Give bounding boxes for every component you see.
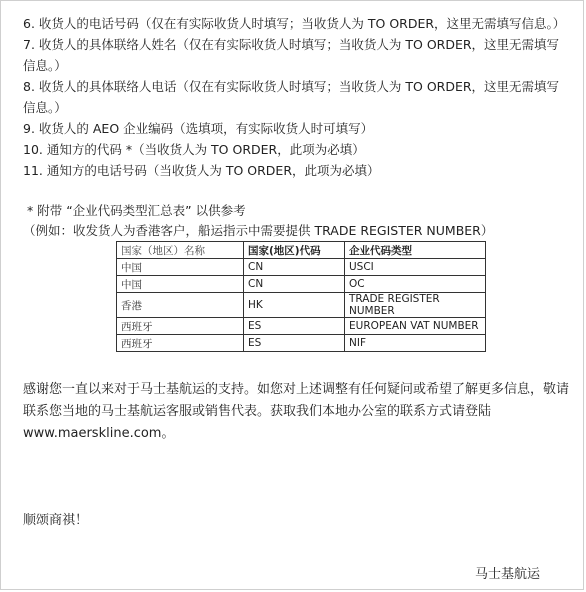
table-row — [117, 276, 486, 293]
cell-region-code: CN — [244, 259, 345, 276]
cell-region-code: HK — [244, 293, 345, 318]
cell-code-type: NIF — [345, 335, 486, 352]
list-item: 11. 通知方的电话号码（当收货人为 TO ORDER，此项为必填） — [23, 163, 380, 178]
closing-greeting: 顺颂商祺！ — [23, 513, 89, 528]
cell-region-name: 中国 — [117, 259, 244, 276]
thanks-paragraph: 感谢您一直以来对于马士基航运的支持。如您对上述调整有任何疑问或希望了解更多信息，敬请联系您当地的马士基航运客服或销售代表。获取我们本地办公室的联系方式请登陆 www.maerskline.com。 — [23, 382, 570, 441]
header-region-name: 国家（地区）名称 — [117, 242, 244, 259]
list-item: 9. 收货人的 AEO 企业编码（选填项，有实际收货人时可填写） — [23, 121, 374, 136]
cell-region-code: CN — [244, 276, 345, 293]
list-item: 7. 收货人的具体联络人姓名（仅在有实际收货人时填写；当收货人为 TO ORDER，这里无需填写信息。） — [23, 37, 560, 73]
cell-code-type: TRADE REGISTER NUMBER — [345, 293, 486, 318]
cell-code-type: USCI — [345, 259, 486, 276]
header-region-code: 国家(地区)代码 — [244, 242, 345, 259]
cell-region-name: 西班牙 — [117, 318, 244, 335]
cell-region-name: 西班牙 — [117, 335, 244, 352]
cell-code-type: EUROPEAN VAT NUMBER — [345, 318, 486, 335]
company-code-table — [116, 241, 486, 352]
note-line-1: * 附带 “企业代码类型汇总表” 以供参考 — [27, 203, 246, 218]
list-item: 8. 收货人的具体联络人电话（仅在有实际收货人时填写；当收货人为 TO ORDER，这里无需填写信息。） — [23, 79, 560, 115]
table-row — [117, 259, 486, 276]
table-header-row — [117, 242, 486, 259]
cell-region-code: ES — [244, 318, 345, 335]
cell-region-name: 中国 — [117, 276, 244, 293]
reference-note — [23, 201, 571, 241]
cell-region-code: ES — [244, 335, 345, 352]
header-code-type: 企业代码类型 — [345, 242, 486, 259]
table-row — [117, 293, 486, 318]
cell-code-type: OC — [345, 276, 486, 293]
cell-region-name: 香港 — [117, 293, 244, 318]
table-row — [117, 318, 486, 335]
signature: 马士基航运 — [475, 567, 541, 582]
field-list — [23, 13, 571, 181]
table-row — [117, 335, 486, 352]
note-line-2: （例如：收发货人为香港客户，船运指示中需要提供 TRADE REGISTER NUMBER） — [23, 223, 494, 238]
list-item: 6. 收货人的电话号码（仅在有实际收货人时填写；当收货人为 TO ORDER，这里无需填写信息。） — [23, 16, 566, 31]
list-item: 10. 通知方的代码 *（当收货人为 TO ORDER，此项为必填） — [23, 142, 365, 157]
